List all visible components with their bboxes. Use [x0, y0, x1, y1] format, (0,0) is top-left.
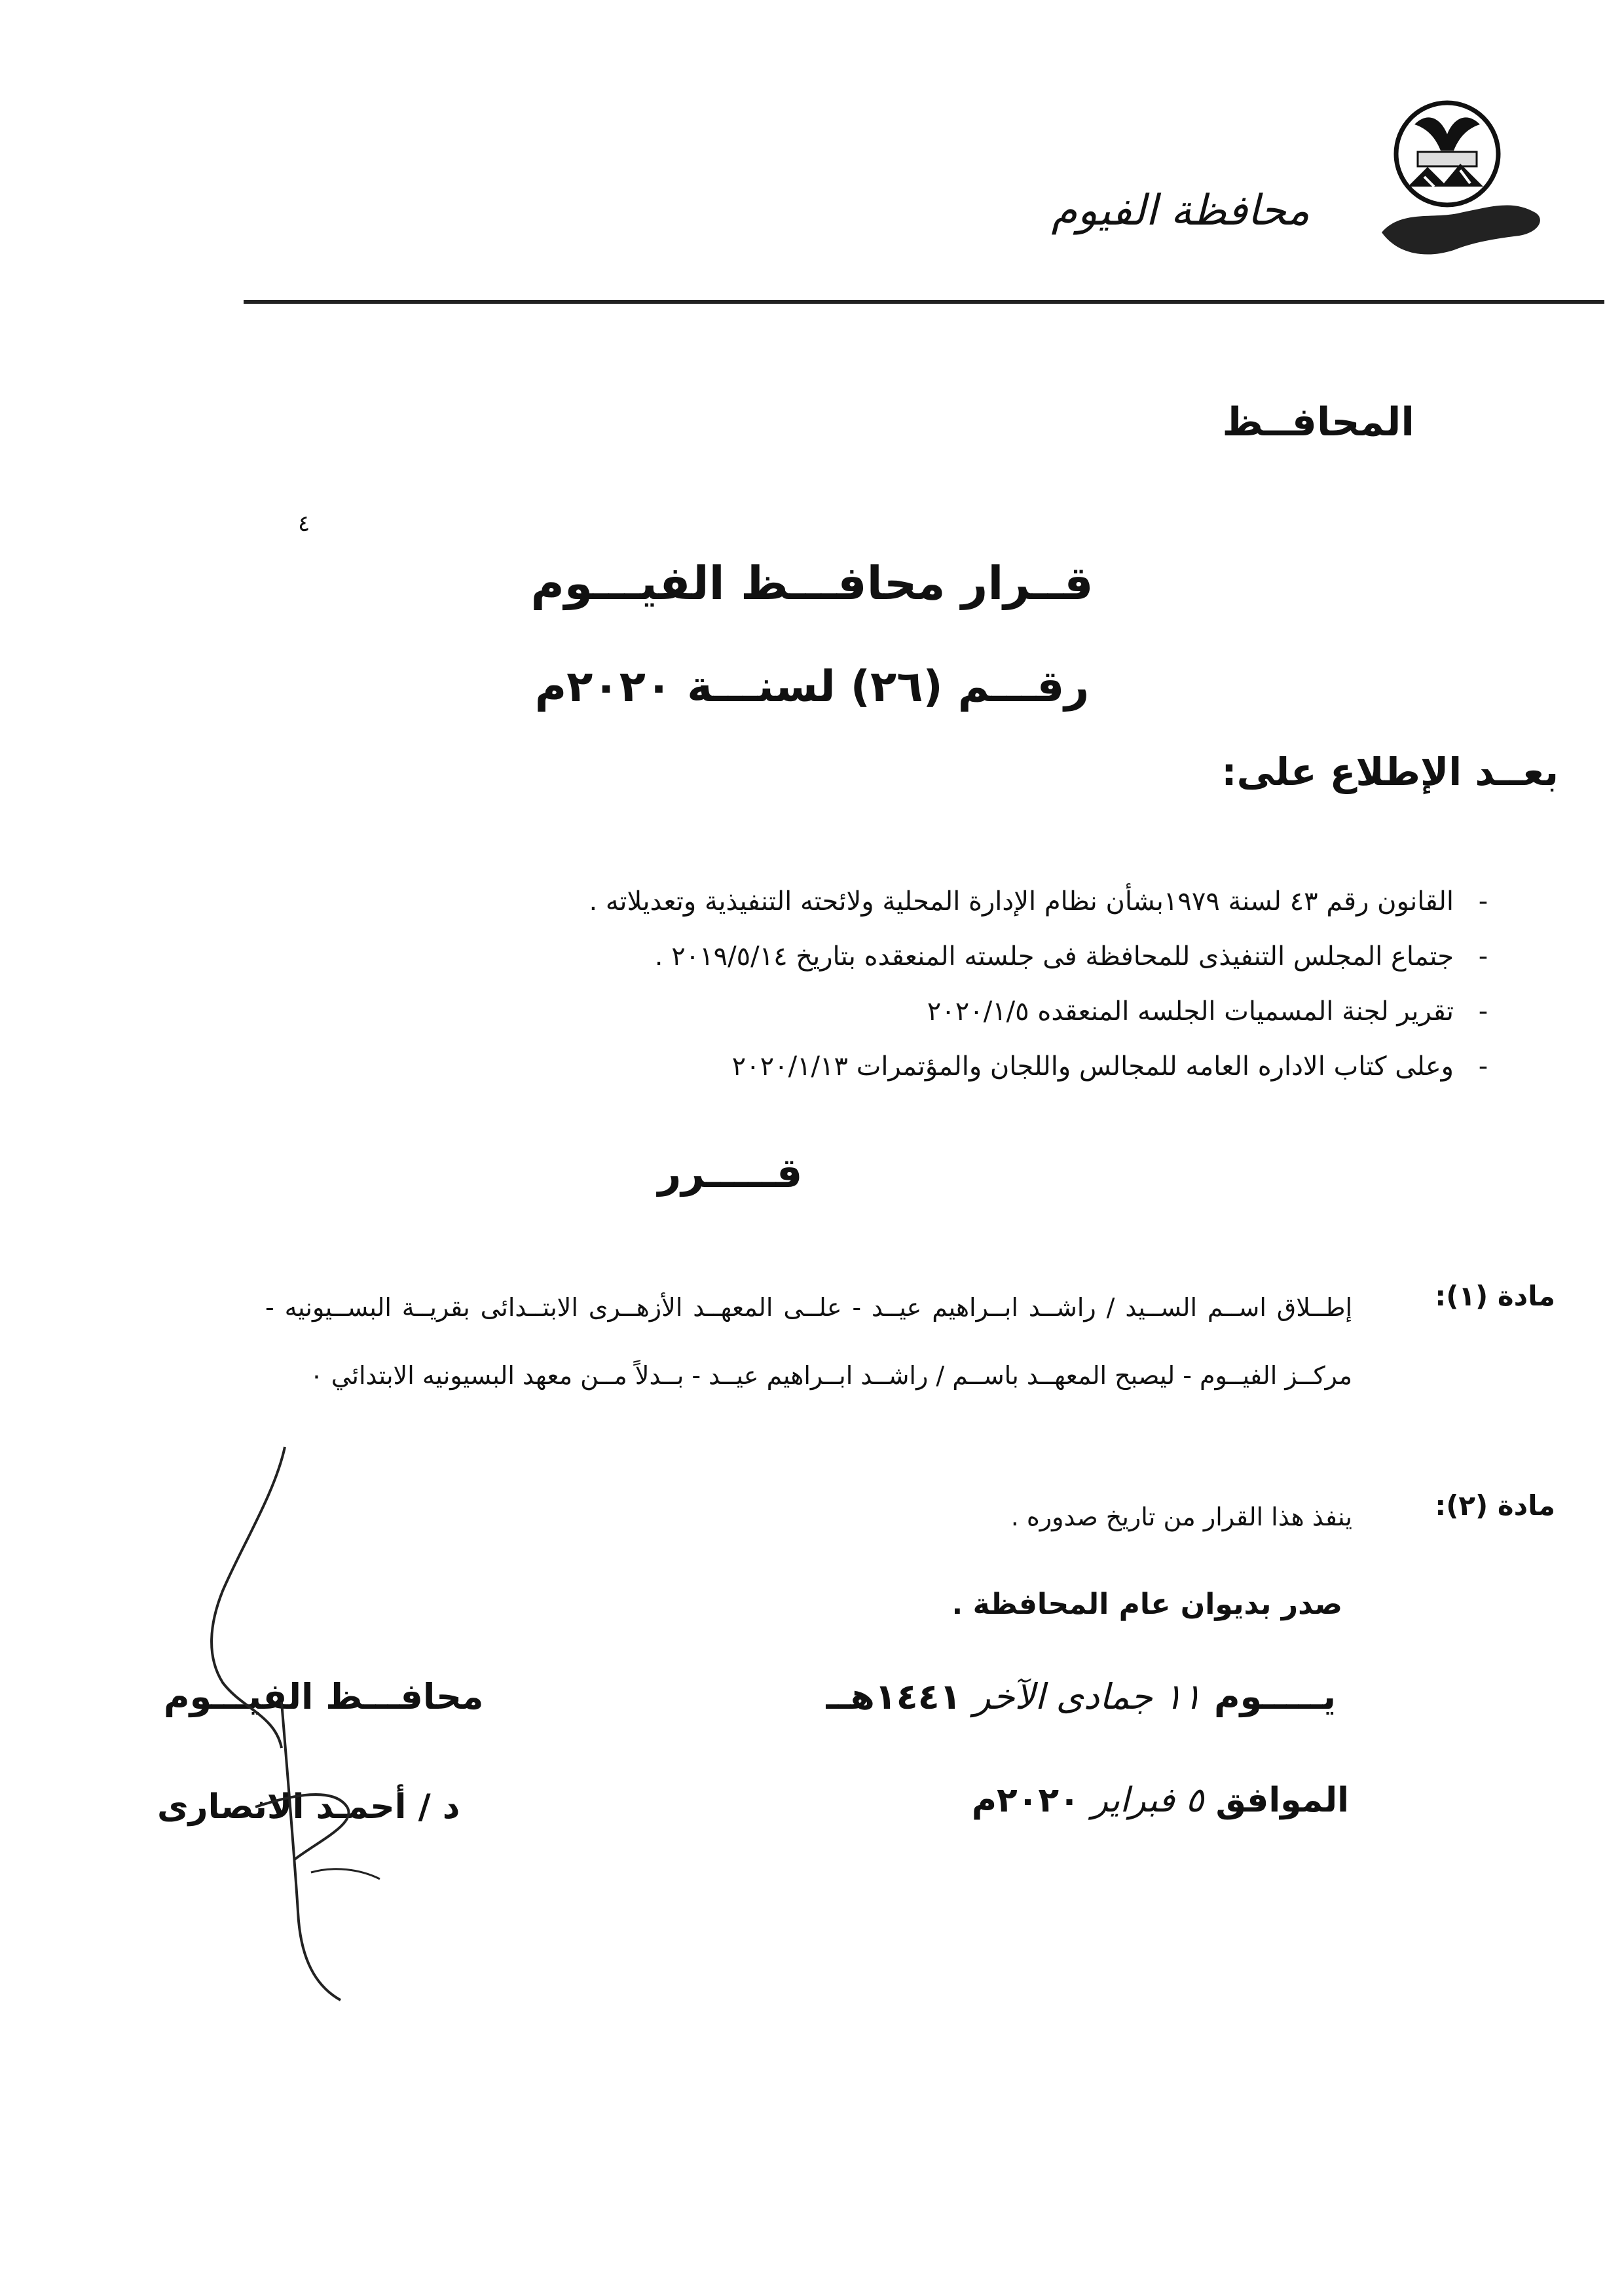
- governorate-seal-icon: [1362, 79, 1559, 275]
- list-bullet: -: [1478, 996, 1488, 1027]
- hijri-handwritten-date: ١١ جمادى الآخر: [973, 1676, 1202, 1717]
- gregorian-handwritten-date: ٥ فبراير: [1092, 1781, 1204, 1820]
- reference-text: وعلى كتاب الاداره العامه للمجالس واللجان والمؤتمرات ٢٠٢٠/١/١٣: [731, 1051, 1454, 1082]
- list-item: [268, 929, 1513, 984]
- header-divider: [244, 300, 1604, 304]
- article-2-text: ينفذ هذا القرار من تاريخ صدوره .: [1010, 1503, 1352, 1531]
- governorate-name: محافظة الفيوم: [1051, 187, 1310, 235]
- hijri-year: ١٤٤١هــ: [826, 1676, 961, 1717]
- gregorian-prefix: الموافق: [1215, 1781, 1349, 1820]
- decree-title: قــرار محافـــظ الفيـــوم: [530, 556, 1094, 610]
- gregorian-date-line: [972, 1781, 1349, 1820]
- reference-text: القانون رقم ٤٣ لسنة ١٩٧٩بشأن نظام الإدارة المحلية ولائحته التنفيذية وتعديلاته .: [589, 886, 1454, 917]
- article-1-text: إطــلاق اســم الســيد / راشــد ابــراهيم عيــد - علــى المعهــد الأزهــرى الابتــدائى بقريــة البســيونيه - مركــز الفيــوم - ليصبح المعهــد باســم / راشــد ابــراهيم عيــد - بــدلاً مــن معهد البسيونيه الابتدائي ٠: [265, 1293, 1352, 1390]
- list-item: [268, 984, 1513, 1039]
- handwritten-signature: [183, 1440, 511, 2003]
- hijri-prefix: يـــــوم: [1214, 1676, 1336, 1717]
- hijri-date-line: [826, 1676, 1336, 1717]
- gregorian-year: ٢٠٢٠م: [971, 1781, 1080, 1820]
- decree-number: رقـــم (٢٦) لسنـــة ٢٠٢٠م: [534, 661, 1090, 712]
- office-title: المحافــظ: [1222, 399, 1414, 445]
- list-bullet: -: [1478, 1051, 1488, 1082]
- reference-text: تقرير لجنة المسميات الجلسه المنعقده ٢٠٢٠/١/٥: [927, 996, 1454, 1027]
- list-item: [268, 874, 1513, 929]
- issuance-place: صدر بديوان عام المحافظة .: [951, 1588, 1342, 1621]
- article-1-label: مادة (١):: [1435, 1280, 1555, 1312]
- article-2-label: مادة (٢):: [1435, 1489, 1555, 1522]
- signatory-name: د / أحمـد الانصارى: [157, 1787, 460, 1827]
- reference-text: جتماع المجلس التنفيذى للمحافظة فى جلسته المنعقده بتاريخ ٢٠١٩/٥/١٤ .: [654, 941, 1454, 972]
- list-bullet: -: [1478, 886, 1488, 917]
- list-item: [268, 1039, 1513, 1094]
- signatory-title: محافـــظ الفيـــوم: [164, 1676, 484, 1717]
- list-bullet: -: [1478, 941, 1488, 972]
- resolved-heading: قـــــرر: [657, 1149, 803, 1197]
- page-mark: ٤: [298, 511, 310, 537]
- preamble-heading: بعــد الإطلاع على:: [1221, 750, 1559, 794]
- reference-list: [268, 874, 1513, 1094]
